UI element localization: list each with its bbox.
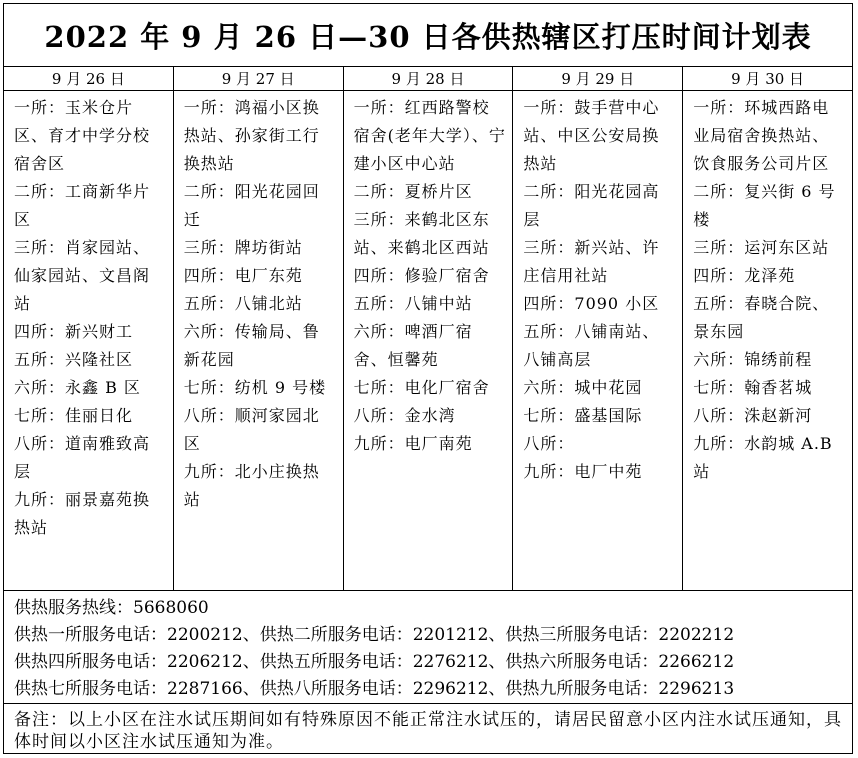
station-entry: 六所：永鑫 B 区 (14, 378, 141, 397)
station-entry: 七所：电化厂宿舍 (353, 378, 490, 397)
station-entry: 二所：工商新华片区 (14, 182, 151, 229)
station-entry: 一所：环城西路电业局宿舍换热站、饮食服务公司片区 (693, 98, 830, 173)
service-phones-row-3: 供热七所服务电话：2287166、供热八所服务电话：2296212、供热九所服务电话：2296213 (14, 679, 735, 699)
station-entry: 五所：八铺中站 (353, 294, 473, 313)
station-entry: 六所：锦绣前程 (693, 350, 813, 369)
service-phones-row-2: 供热四所服务电话：2206212、供热五所服务电话：2276212、供热六所服务电话：2266212 (14, 652, 735, 672)
station-entry: 二所：阳光花园回迁 (183, 182, 320, 229)
station-entry: 八所：洙赵新河 (693, 406, 813, 425)
station-entry: 四所：修验厂宿舍 (353, 266, 490, 285)
station-entry: 二所：阳光花园高层 (523, 182, 660, 229)
station-entry: 二所：夏桥片区 (353, 182, 473, 201)
column-date: 9 月 30 日 (683, 67, 852, 91)
column-entries (683, 91, 852, 486)
day-column-0927 (174, 67, 344, 590)
service-hotline: 供热服务热线：5668060 (14, 598, 209, 618)
station-entry: 三所：来鹤北区东站、来鹤北区西站 (353, 210, 490, 257)
column-entries (513, 91, 682, 486)
station-entry: 四所：新兴财工 (14, 322, 134, 341)
station-entry: 七所：佳丽日化 (14, 406, 134, 425)
station-entry: 四所：7090 小区 (523, 294, 660, 313)
day-column-0926 (4, 67, 174, 590)
day-column-0930 (683, 67, 852, 590)
station-entry: 八所：道南雅致高层 (14, 434, 151, 481)
station-entry: 五所：兴隆社区 (14, 350, 134, 369)
schedule-grid (4, 67, 852, 591)
station-entry: 九所：水韵城 A.B 站 (693, 434, 833, 481)
station-entry: 一所：红西路警校宿舍(老年大学）、宁建小区中心站 (353, 98, 506, 173)
day-column-0928 (344, 67, 514, 590)
station-entry: 九所：北小庄换热站 (183, 462, 320, 509)
station-entry: 三所：牌坊街站 (183, 238, 303, 257)
column-entries (4, 91, 173, 542)
station-entry: 七所：纺机 9 号楼 (183, 378, 327, 397)
station-entry: 五所：春晓合院、景东园 (693, 294, 830, 341)
column-date: 9 月 27 日 (174, 67, 343, 91)
station-entry: 九所：丽景嘉苑换热站 (14, 490, 151, 537)
service-phone-section (4, 591, 852, 704)
station-entry: 七所：盛基国际 (523, 406, 643, 425)
station-entry: 八所：顺河家园北区 (183, 406, 320, 453)
remark-note: 备注：以上小区在注水试压期间如有特殊原因不能正常注水试压的，请居民留意小区内注水试压通知，具体时间以小区注水试压通知为准。 (14, 710, 842, 752)
schedule-table (3, 3, 853, 754)
column-date: 9 月 28 日 (344, 67, 513, 91)
station-entry: 八所： (523, 434, 575, 453)
station-entry: 三所：运河东区站 (693, 238, 830, 257)
station-entry: 一所：鸿福小区换热站、孙家街工行换热站 (183, 98, 320, 173)
table-title: 2022 年 9 月 26 日—30 日各供热辖区打压时间计划表 (4, 4, 852, 67)
station-entry: 六所：传输局、鲁新花园 (183, 322, 320, 369)
station-entry: 四所：电厂东苑 (183, 266, 303, 285)
station-entry: 五所：八铺南站、八铺高层 (523, 322, 660, 369)
station-entry: 五所：八铺北站 (183, 294, 303, 313)
station-entry: 二所：复兴街 6 号楼 (693, 182, 836, 229)
station-entry: 四所：龙泽苑 (693, 266, 796, 285)
station-entry: 七所：翰香茗城 (693, 378, 813, 397)
station-entry: 六所：啤酒厂宿舍、恒馨苑 (353, 322, 473, 369)
station-entry: 八所：金水湾 (353, 406, 456, 425)
service-phones-row-1: 供热一所服务电话：2200212、供热二所服务电话：2201212、供热三所服务电话：2202212 (14, 625, 735, 645)
day-column-0929 (513, 67, 683, 590)
station-entry: 一所：鼓手营中心站、中区公安局换热站 (523, 98, 660, 173)
station-entry: 九所：电厂中苑 (523, 462, 643, 481)
column-date: 9 月 26 日 (4, 67, 173, 91)
column-date: 9 月 29 日 (513, 67, 682, 91)
station-entry: 三所：新兴站、许庄信用社站 (523, 238, 660, 285)
column-entries (174, 91, 343, 514)
station-entry: 六所：城中花园 (523, 378, 643, 397)
station-entry: 三所：肖家园站、仙家园站、文昌阁站 (14, 238, 151, 313)
column-entries (344, 91, 513, 458)
station-entry: 九所：电厂南苑 (353, 434, 473, 453)
station-entry: 一所：玉米仓片区、育才中学分校宿舍区 (14, 98, 151, 173)
